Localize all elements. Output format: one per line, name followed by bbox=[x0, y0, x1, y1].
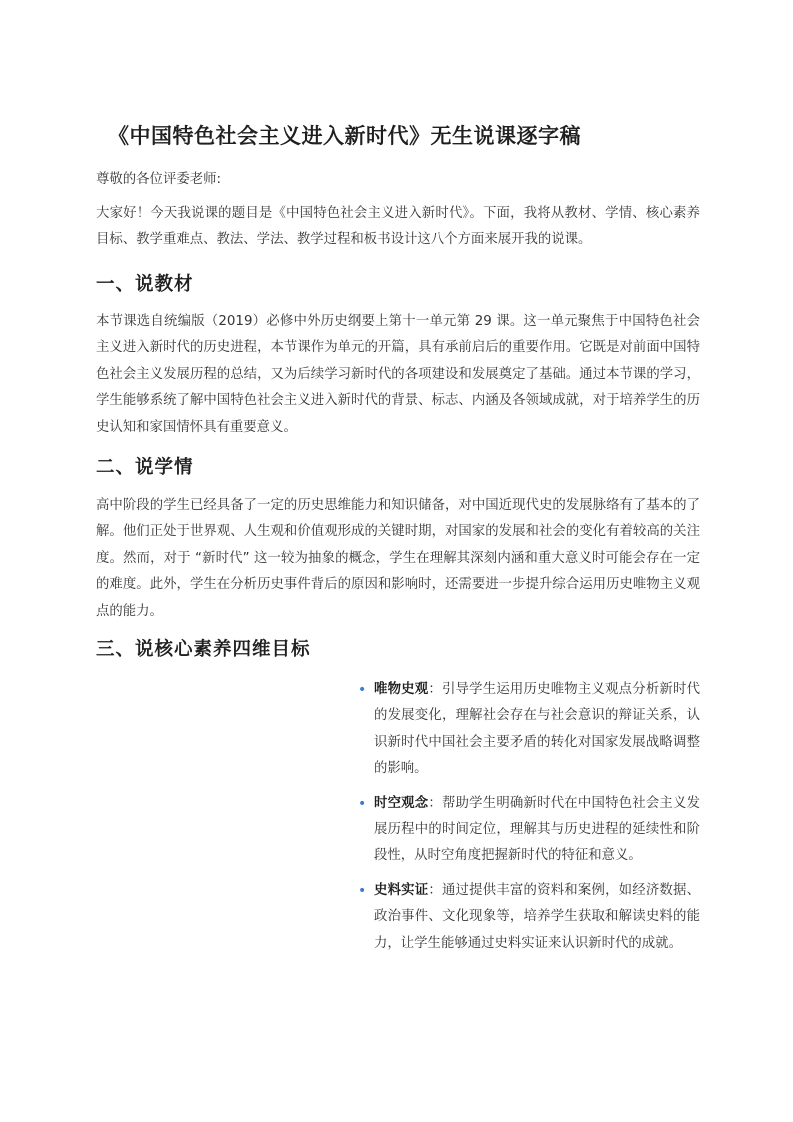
goal-text: ：引导学生运用历史唯物主义观点分析新时代的发展变化，理解社会存在与社会意识的辩证关系，认识新时代中国社会主要矛盾的转化对国家发展战略调整的影响。 bbox=[374, 682, 701, 777]
goal-item-evidence bbox=[358, 878, 700, 957]
document-title: 《中国特色社会主义进入新时代》无生说课逐字稿 bbox=[108, 124, 581, 148]
goal-term: 时空观念 bbox=[374, 795, 429, 811]
section-heading-students: 二、说学情 bbox=[96, 457, 194, 478]
section-body-students: 高中阶段的学生已经具备了一定的历史思维能力和知识储备，对中国近现代史的发展脉络有了基本的了解。他们正处于世界观、人生观和价值观形成的关键时期，对国家的发展和社会的变化有着较高的关注度。然而，对于 “新时代” 这一较为抽象的概念，学生在理解其深刻内涵和重大意义时可能会存在一定的难度。此外，学生在分析历史事件背后的原因和影响时，还需要进一步提升综合运用历史唯物主义观点的能力。 bbox=[96, 498, 700, 619]
bullet-icon: • bbox=[358, 882, 367, 899]
section-heading-goals: 三、说核心素养四维目标 bbox=[96, 639, 311, 660]
bullet-icon: • bbox=[358, 682, 367, 698]
goal-text: ：通过提供丰富的资料和案例，如经济数据、政治事件、文化现象等，培养学生获取和解读史料的能力，让学生能够通过史料实证来认识新时代的成就。 bbox=[374, 882, 701, 951]
goals-list bbox=[358, 677, 700, 965]
section-heading-textbook: 一、说教材 bbox=[96, 274, 194, 295]
section-body-textbook: 本节课选自统编版（2019）必修中外历史纲要上第十一单元第 29 课。这一单元聚焦于中国特色社会主义进入新时代的历史进程，本节课作为单元的开篇，具有承前启后的重要作用。它既是对前面中国特色社会主义发展历程的总结，又为后续学习新时代的各项建设和发展奠定了基础。通过本节课的学习，学生能够系统了解中国特色社会主义进入新时代的背景、标志、内涵及各领域成就，对于培养学生的历史认知和家国情怀具有重要意义。 bbox=[96, 314, 700, 435]
goal-term: 唯物史观 bbox=[374, 682, 429, 697]
greeting: 尊敬的各位评委老师: bbox=[96, 172, 222, 187]
goal-text: ：帮助学生明确新时代在中国特色社会主义发展历程中的时间定位，理解其与历史进程的延续性和阶段性，从时空角度把握新时代的特征和意义。 bbox=[374, 795, 701, 864]
goal-term: 史料实证 bbox=[374, 882, 429, 898]
bullet-icon: • bbox=[358, 795, 367, 812]
goal-item-spacetime bbox=[358, 791, 700, 870]
goal-item-materialism bbox=[358, 677, 700, 783]
intro-paragraph: 大家好！今天我说课的题目是《中国特色社会主义进入新时代》。下面，我将从教材、学情、核心素养目标、教学重难点、教法、学法、教学过程和板书设计这八个方面来展开我的说课。 bbox=[96, 206, 700, 248]
